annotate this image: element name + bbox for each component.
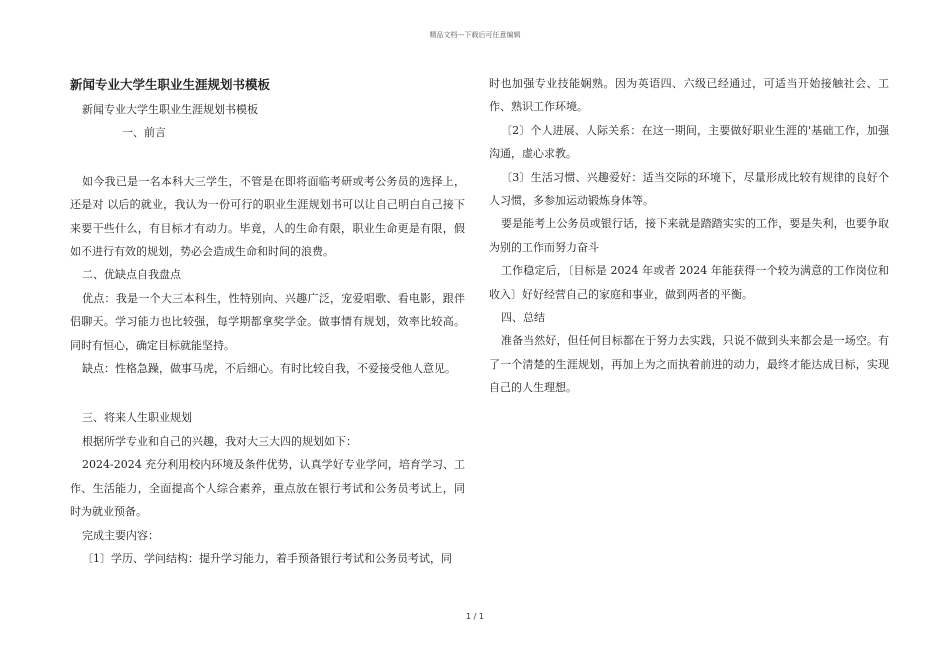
page-header: 精品文档---下载后可任意编辑 bbox=[429, 31, 521, 39]
section-heading-career-plan: 三、将来人生职业规划 bbox=[82, 411, 192, 425]
page-number: 1 / 1 bbox=[466, 612, 484, 621]
paragraph-item-2: 〔2〕个人进展、人际关系：在这一期间，主要做好职业生涯的'基础工作，加强沟通，虚心求教。 bbox=[489, 123, 889, 161]
paragraph-strengths: 优点：我是一个大三本科生，性特别向、兴趣广泛，宠爱唱歌、看电影，跟伴侣聊天。学习能力也比较强，每学期都拿奖学金。做事情有规划，效率比较高。同时有恒心，确定目标就能坚持。 bbox=[70, 291, 465, 352]
paragraph-career-path: 要是能考上公务员或银行话，接下来就是踏踏实实的工作，要是失利，也要争取为别的工作而努力奋斗 bbox=[489, 217, 889, 254]
spacer bbox=[70, 145, 465, 170]
section-heading-self-assessment: 二、优缺点自我盘点 bbox=[82, 268, 181, 282]
paragraph-item-1: 〔1〕学历、学问结构：提升学习能力，着手预备银行考试和公务员考试，同 bbox=[82, 551, 452, 565]
paragraph-weaknesses: 缺点：性格急躁，做事马虎，不后细心。有时比较自我，不爱接受他人意见。 bbox=[82, 362, 456, 376]
spacer bbox=[70, 380, 465, 406]
paragraph-plan-intro: 根据所学专业和自己的兴趣，我对大三大四的规划如下： bbox=[82, 434, 357, 448]
paragraph-goal: 工作稳定后，〔目标是 2024 年或者 2024 年能获得一个较为满意的工作岗位和收入〕好好经营自己的家庭和事业，做到两者的平衡。 bbox=[489, 264, 889, 301]
document-title: 新闻专业大学生职业生涯规划书模板 bbox=[70, 77, 271, 92]
right-column bbox=[489, 72, 889, 400]
paragraph-preface: 如今我已是一名本科大三学生，不管是在即将面临考研或考公务员的选择上，还是对 以后的就业，我认为一份可行的职业生涯规划书可以让自己明白自己接下来要干些什么，有目标才有动力。毕竟，人的生命有限，职业生命更是有限，假如不进行有效的规划，势必会造成生命和时间的浪费。 bbox=[70, 174, 465, 259]
section-heading-preface: 一、前言 bbox=[122, 126, 166, 140]
paragraph-item-3: 〔3〕生活习惯、兴趣爱好：适当交际的环境下，尽量形成比较有规律的良好个人习惯，多参加运动锻炼身体等。 bbox=[489, 170, 889, 208]
paragraph-plan-2024: 2024-2024 充分利用校内环境及条件优势，认真学好专业学问，培育学习、工作、生活能力，全面提高个人综合素养，重点放在银行考试和公务员考试上，同时为就业预备。 bbox=[70, 458, 465, 519]
document-subtitle: 新闻专业大学生职业生涯规划书模板 bbox=[82, 103, 258, 116]
paragraph-item-1-cont: 时也加强专业技能娴熟。因为英语四、六级已经通过，可适当开始接触社会、工作、熟识工作环境。 bbox=[489, 77, 889, 114]
section-heading-summary: 四、总结 bbox=[501, 311, 545, 325]
paragraph-summary: 准备当然好，但任何目标都在于努力去实践，只说不做到头来都会是一场空。有了一个清楚的生涯规划，再加上为之而执着前进的动力，最终才能达成目标，实现自己的人生理想。 bbox=[489, 334, 889, 395]
left-column bbox=[70, 72, 465, 570]
paragraph-main-content: 完成主要内容： bbox=[82, 528, 159, 542]
